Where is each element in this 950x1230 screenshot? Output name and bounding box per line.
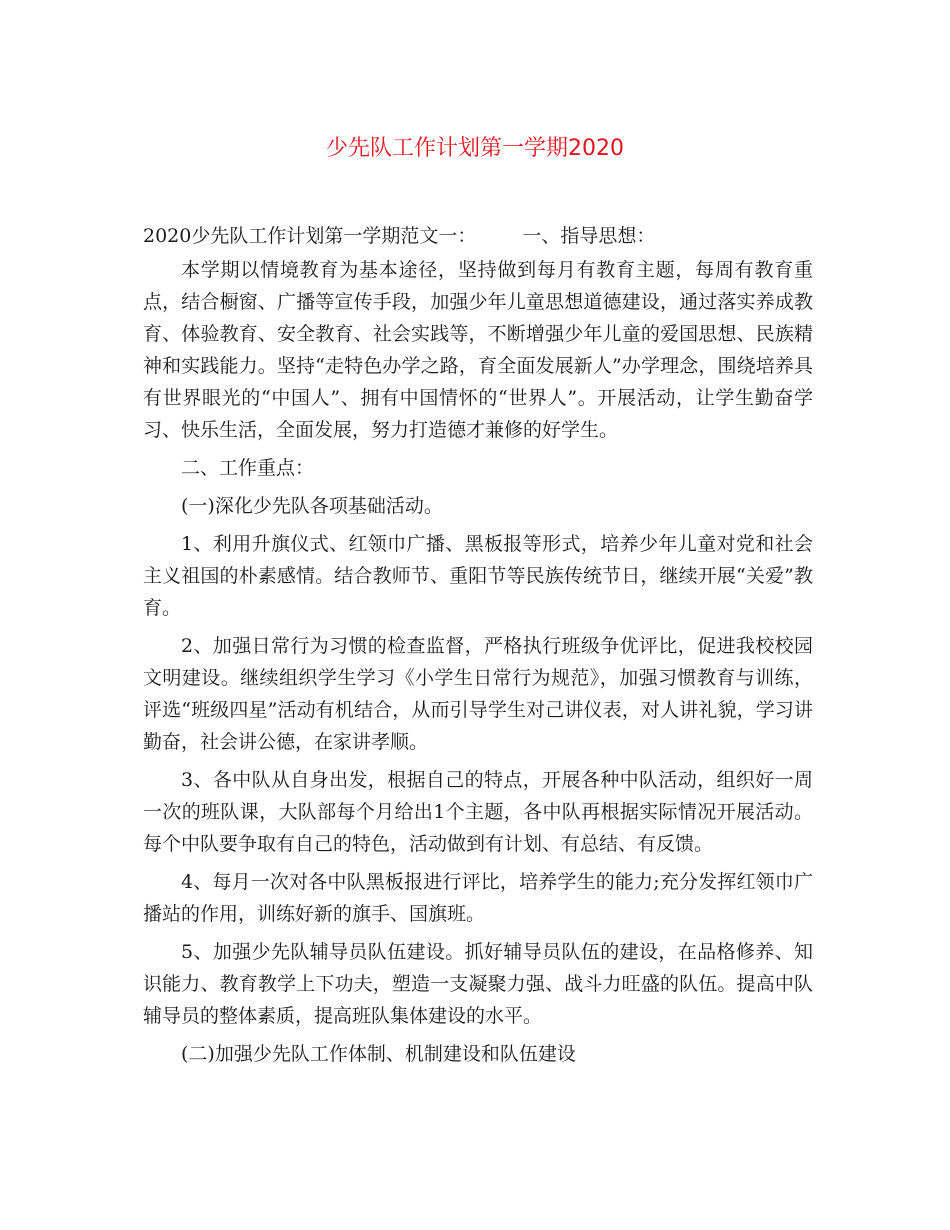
lead-left-text: 2020少先队工作计划第一学期范文一： bbox=[143, 225, 477, 247]
subheading-basic-activities: (一)深化少先队各项基础活动。 bbox=[181, 495, 443, 517]
lead-right-text: 一、指导思想： bbox=[522, 225, 656, 247]
document-body bbox=[143, 220, 813, 1076]
paragraph-item-2: 2、加强日常行为习惯的检查监督，严格执行班级争优评比，促进我校校园文明建设。继续组织学生学习《小学生日常行为规范》，加强习惯教育与训练，评选“班级四星”活动有机结合，从而引导学生对己讲仪表，对人讲礼貌，学习讲勤奋，社会讲公德，在家讲孝顺。 bbox=[143, 635, 813, 753]
subheading-system-building: (二)加强少先队工作体制、机制建设和队伍建设 bbox=[181, 1043, 576, 1065]
paragraph-item-5: 5、加强少先队辅导员队伍建设。抓好辅导员队伍的建设，在品格修养、知识能力、教育教学上下功夫，塑造一支凝聚力强、战斗力旺盛的队伍。提高中队辅导员的整体素质，提高班队集体建设的水平。 bbox=[143, 941, 813, 1027]
heading-work-focus: 二、工作重点： bbox=[181, 457, 315, 479]
lead-line bbox=[143, 220, 813, 252]
paragraph-guiding-thought: 本学期以情境教育为基本途径，坚持做到每月有教育主题，每周有教育重点，结合橱窗、广播等宣传手段，加强少年儿童思想道德建设，通过落实养成教育、体验教育、安全教育、社会实践等，不断增强少年儿童的爱国思想、民族精神和实践能力。坚持“走特色办学之路，育全面发展新人”办学理念，围绕培养具有世界眼光的“中国人”、拥有中国情怀的“世界人”。开展活动，让学生勤奋学习、快乐生活，全面发展，努力打造德才兼修的好学生。 bbox=[143, 259, 813, 441]
paragraph-item-3: 3、各中队从自身出发，根据自己的特点，开展各种中队活动，组织好一周一次的班队课，大队部每个月给出1个主题，各中队再根据实际情况开展活动。每个中队要争取有自己的特色，活动做到有计划、有总结、有反馈。 bbox=[143, 769, 813, 855]
paragraph-item-1: 1、利用升旗仪式、红领巾广播、黑板报等形式，培养少年儿童对党和社会主义祖国的朴素感情。结合教师节、重阳节等民族传统节日，继续开展“关爱”教育。 bbox=[143, 533, 813, 619]
document-title: 少先队工作计划第一学期2020 bbox=[326, 136, 624, 161]
paragraph-item-4: 4、每月一次对各中队黑板报进行评比，培养学生的能力;充分发挥红领巾广播站的作用，训练好新的旗手、国旗班。 bbox=[143, 871, 813, 925]
